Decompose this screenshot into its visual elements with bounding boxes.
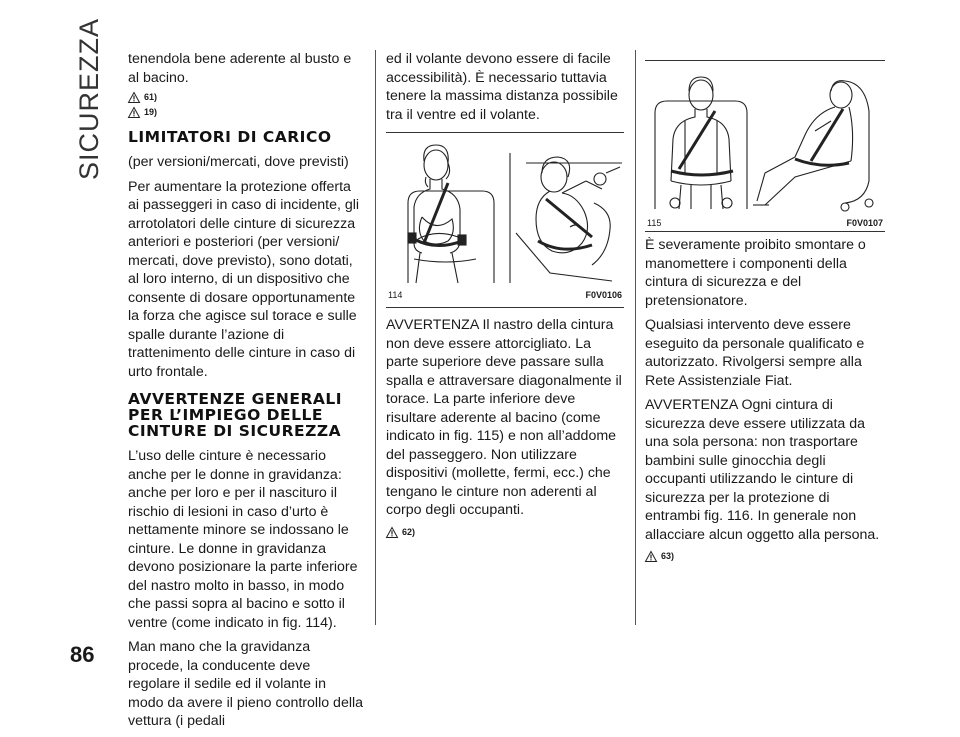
column-2 bbox=[386, 50, 624, 541]
column-divider bbox=[635, 50, 636, 625]
warning-ref-label: 61) bbox=[144, 92, 158, 103]
figure-114 bbox=[386, 132, 624, 308]
warning-ref bbox=[645, 550, 885, 563]
heading-limitatori: LIMITATORI DI CARICO bbox=[128, 128, 332, 146]
section-tab bbox=[70, 17, 110, 182]
warning-ref bbox=[386, 526, 624, 539]
figure-115-wrapper bbox=[645, 60, 885, 240]
heading-avvertenze: AVVERTENZE GENERALI PER L’IMPIEGO DELLE CINTURE DI SICUREZZA bbox=[128, 390, 343, 440]
figure-number: 114 bbox=[388, 289, 403, 300]
warning-triangle-icon bbox=[128, 107, 140, 118]
figure-115 bbox=[645, 60, 885, 232]
paragraph: L’uso delle cinture è necessario anche per le donne in gravidanza: anche per loro e per il nascituro il rischio di lesioni in caso d’urto è nettamente minore se indossano le cinture. Le donne in gravidanza devono posizionare la parte inferiore del nastro molto in basso, in modo che passi sopra al bacino e sotto il ventre (come indicato in fig. 114). bbox=[128, 448, 358, 631]
figure-caption bbox=[388, 286, 622, 305]
col2-intro: ed il volante devono essere di facile accessibilità). È necessario tuttavia tenere la massima distanza possibile tra il ventre ed il volante. bbox=[386, 51, 618, 123]
paragraph: AVVERTENZA Ogni cintura di sicurezza deve essere utilizzata da una sola persona: non trasportare bambini sulle ginocchia degli occupanti utilizzando le cinture di sicurezza per la protezione di entrambi fig. 116. In generale non allacciare alcun oggetto alla persona. bbox=[645, 397, 880, 543]
warning-ref-label: 63) bbox=[661, 551, 675, 562]
paragraph: È severamente proibito smontare o manomettere i componenti della cintura di sicurezza e del pretensionatore. bbox=[645, 237, 866, 309]
col1-intro: tenendola bene aderente al busto e al bacino. bbox=[128, 51, 352, 86]
subheading: (per versioni/mercati, dove previsti) bbox=[128, 154, 349, 170]
warning-ref-label: 62) bbox=[402, 526, 416, 537]
figure-code: F0V0106 bbox=[585, 289, 622, 300]
warning-triangle-icon bbox=[386, 527, 398, 538]
pregnant-seatbelt-illustration bbox=[386, 133, 624, 293]
warning-ref bbox=[128, 91, 364, 104]
warning-triangle-icon bbox=[128, 92, 140, 103]
column-divider bbox=[375, 50, 376, 625]
warning-ref bbox=[128, 106, 364, 119]
page-number: 86 bbox=[70, 642, 95, 667]
section-title: SICUREZZA bbox=[74, 17, 104, 180]
figure-code: F0V0107 bbox=[846, 218, 883, 228]
warning-triangle-icon bbox=[645, 551, 657, 562]
seatbelt-passengers-illustration bbox=[645, 61, 885, 217]
paragraph: Per aumentare la protezione offerta ai passeggeri in caso di incidente, gli arrotolatori delle cinture di sicurezza anteriori e posteriori (per versioni/ mercati, dove previsto), sono dotati, al loro interno, di un dispositivo che consente di dosare opportunamente la forza che agisce sul torace e sulle spalle durante l’azione di trattenimento delle cinture in caso di urto frontale. bbox=[128, 178, 360, 380]
warning-ref-label: 19) bbox=[144, 107, 158, 118]
paragraph: Man mano che la gravidanza procede, la conducente deve regolare il sedile ed il volante in modo da avere il pieno controllo della vettura (i pedali bbox=[128, 639, 364, 729]
column-1 bbox=[128, 50, 364, 737]
paragraph: Qualsiasi intervento deve essere eseguito da personale qualificato e autorizzato. Rivolgersi sempre alla Rete Assistenziale Fiat. bbox=[645, 317, 865, 389]
figure-number: 115 bbox=[647, 218, 662, 228]
column-3 bbox=[645, 236, 885, 565]
paragraph: AVVERTENZA Il nastro della cintura non deve essere attorcigliato. La parte superiore deve passare sulla spalla e attraversare diagonalmente il torace. La parte inferiore deve risultare aderente al bacino (come indicato in fig. 115) e non all’addome del passeggero. Non utilizzare dispositivi (mollette, fermi, ecc.) che tengano le cinture non aderenti al corpo degli occupanti. bbox=[386, 317, 622, 518]
figure-caption bbox=[647, 218, 883, 228]
